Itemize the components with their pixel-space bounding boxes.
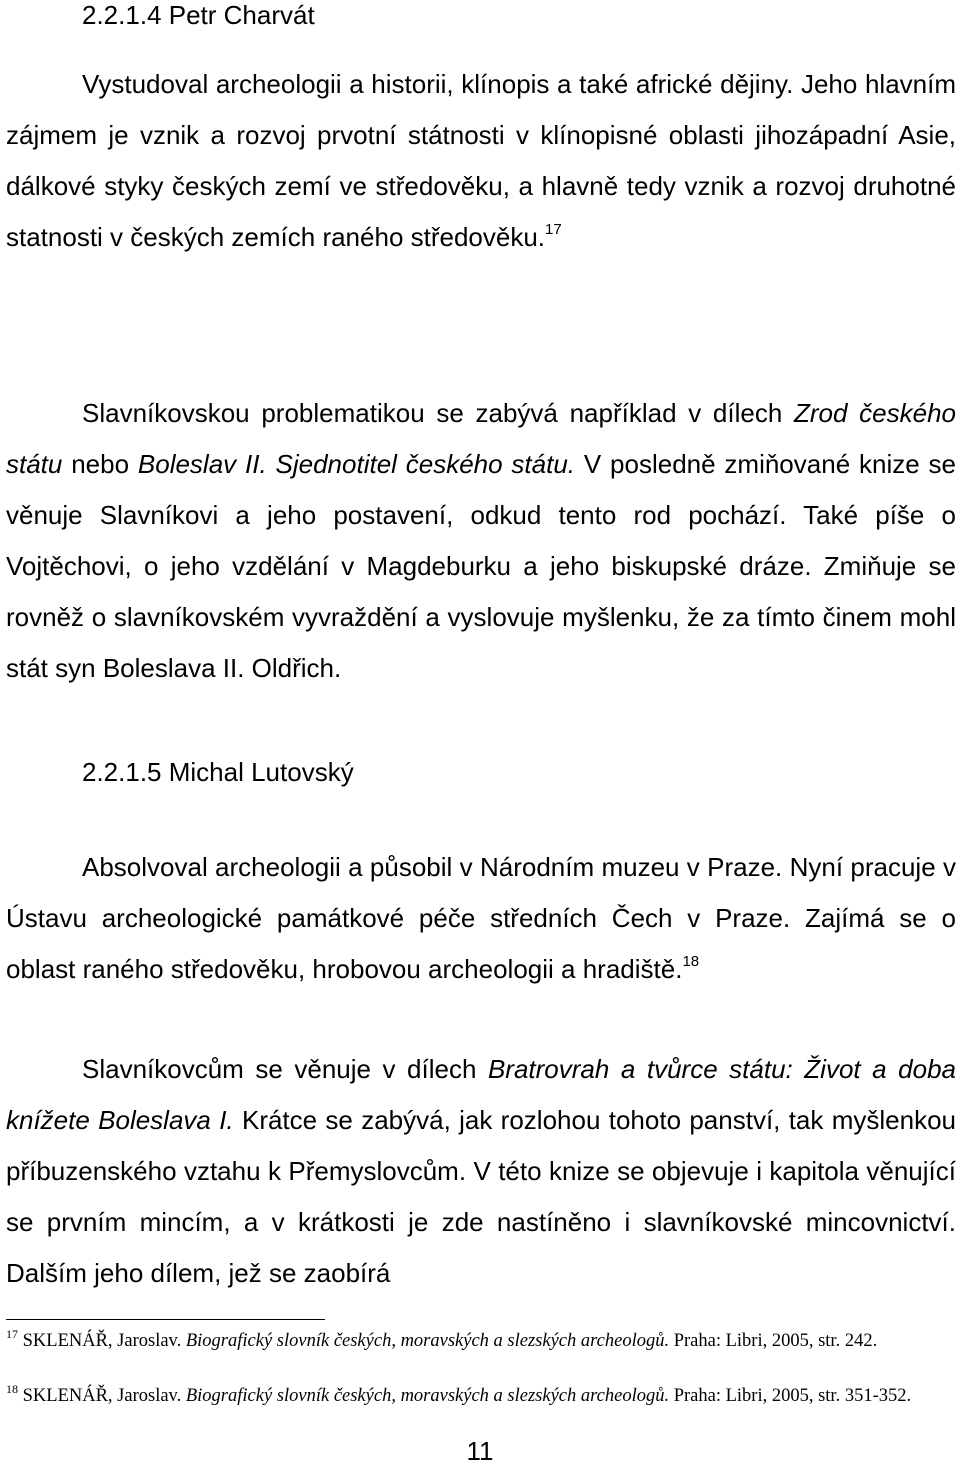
footnote-ref-17: 17 bbox=[545, 221, 562, 238]
paragraph-lutovsky-bio bbox=[6, 842, 956, 995]
page-number: 11 bbox=[466, 1436, 494, 1466]
paragraph-text: V posledně zmiňované knize se věnuje Slavníkovi a jeho postavení, odkud tento rod pochází. Také píše o Vojtěchovi, o jeho vzdělání v Magdeburku a jeho biskupské dráze. Zmiňuje se rovněž o slavníkovském vyvraždění a vyslovuje myšlenku, že za tímto činem mohl stát syn Boleslava II. Oldřich. bbox=[6, 449, 956, 683]
paragraph-text: Krátce se zabývá, jak rozlohou tohoto panství, tak myšlenkou příbuzenského vztahu k Přemyslovcům. V této knize se objevuje i kapitola věnující se prvním mincím, a v krátkosti je zde nastíněno i slavníkovské mincovnictví. Dalším jeho dílem, jež se zaobírá bbox=[6, 1105, 956, 1288]
section-heading-charvat: 2.2.1.4 Petr Charvát bbox=[82, 0, 315, 30]
paragraph-lutovsky-works bbox=[6, 1044, 956, 1299]
book-title-bratrovrah: Bratrovrah a tvůrce státu: Život a doba knížete Boleslava I. bbox=[6, 1054, 957, 1135]
paragraph-text: Slavníkovskou problematikou se zabývá například v dílech bbox=[82, 398, 794, 428]
paragraph-text: Slavníkovcům se věnuje v dílech bbox=[82, 1054, 488, 1084]
paragraph-text: nebo bbox=[62, 449, 138, 479]
book-title-zrod: Zrod českého státu bbox=[6, 398, 956, 479]
section-heading-lutovsky: 2.2.1.5 Michal Lutovský bbox=[82, 757, 354, 787]
footnote-ref-18: 18 bbox=[682, 953, 700, 970]
paragraph-text: Absolvoval archeologii a působil v Národním muzeu v Praze. Nyní pracuje v Ústavu archeologické památkové péče středních Čech v Praze. Zajímá se o oblast raného středověku, hrobovou archeologii a hradiště. bbox=[6, 852, 956, 984]
footnote-separator bbox=[6, 1319, 325, 1320]
book-title-boleslav-ii: Boleslav II. Sjednotitel českého státu. bbox=[137, 449, 576, 479]
footnote-publisher: Praha: Libri, 2005, str. 351-352. bbox=[669, 1386, 912, 1406]
footnote-title: Biografický slovník českých, moravských a slezských archeologů. bbox=[185, 1331, 670, 1351]
footnote-17 bbox=[6, 1327, 946, 1352]
paragraph-text: Vystudoval archeologii a historii, klínopis a také africké dějiny. Jeho hlavním zájmem je vznik a rozvoj prvotní státnosti v klínopisné oblasti jihozápadní Asie, dálkové styky českých zemí ve středověku, a hlavně tedy vznik a rozvoj druhotné statnosti v českých zemích raného středověku. bbox=[6, 69, 956, 252]
footnote-author: SKLENÁŘ, Jaroslav. bbox=[22, 1331, 186, 1351]
footnote-publisher: Praha: Libri, 2005, str. 242. bbox=[669, 1331, 878, 1351]
footnote-author: SKLENÁŘ, Jaroslav. bbox=[22, 1386, 186, 1406]
footnote-number: 18 bbox=[6, 1382, 18, 1396]
footnote-18 bbox=[6, 1382, 946, 1407]
footnote-title: Biografický slovník českých, moravských a slezských archeologů. bbox=[185, 1386, 670, 1406]
paragraph-charvat-bio bbox=[6, 59, 956, 263]
footnote-number: 17 bbox=[6, 1327, 18, 1341]
paragraph-charvat-works bbox=[6, 388, 956, 694]
